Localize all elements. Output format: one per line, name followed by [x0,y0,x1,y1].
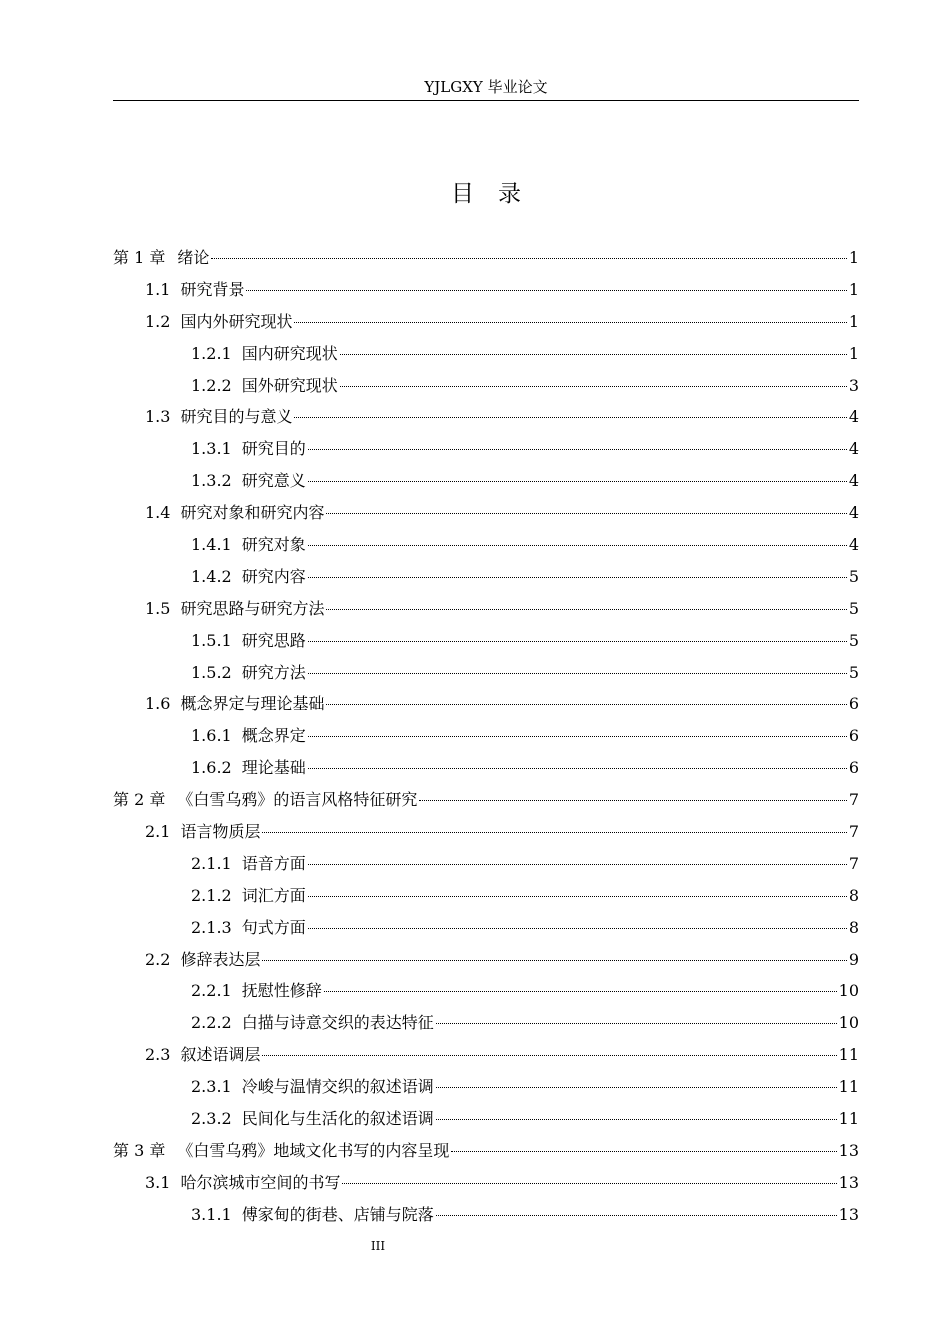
toc-entry[interactable] [113,306,859,338]
toc-entry-page: 5 [848,662,859,682]
toc-entry[interactable] [113,401,859,433]
dot-leader [324,983,837,992]
toc-entry-title: 研究思路与研究方法 [180,598,325,618]
dot-leader [211,250,846,259]
toc-entry[interactable] [113,975,859,1007]
toc-entry-title: 研究目的 [241,439,306,459]
toc-entry-page: 7 [848,790,859,810]
toc-entry-page: 8 [848,885,859,905]
toc-entry-page: 5 [848,598,859,618]
toc-entry-title: 绪论 [177,248,210,267]
dot-leader [308,665,847,674]
toc-entry-number: 第 3 章 [113,1140,166,1160]
toc-entry[interactable] [113,529,859,561]
dot-leader [308,760,847,769]
dot-leader [294,409,846,418]
toc-entry-page: 1 [848,279,859,299]
toc-entry-title: 词汇方面 [241,885,306,905]
toc-entry-page: 3 [848,375,859,395]
toc-entry-number: 1.3.1 [191,439,232,459]
toc-entry-title: 概念界定与理论基础 [180,694,325,714]
toc-entry-title: 句式方面 [241,917,306,937]
toc-entry-number: 1.3.2 [191,471,232,491]
dot-leader [308,728,847,737]
toc-entry-title: 语言物质层 [180,822,261,842]
toc-entry-number: 1.4.1 [191,535,232,555]
toc-entry[interactable] [113,752,859,784]
dot-leader [326,696,846,705]
dot-leader [340,346,847,355]
toc-entry-page: 7 [848,822,859,842]
toc-entry-page: 1 [848,311,859,331]
dot-leader [436,1015,837,1024]
dot-leader [246,282,846,291]
toc-entry[interactable] [113,593,859,625]
toc-entry-number: 2.3 [145,1045,171,1065]
toc-entry-page: 5 [848,566,859,586]
dot-leader [308,537,847,546]
toc-entry-title: 修辞表达层 [180,949,261,969]
toc-entry-title: 研究对象 [241,535,306,555]
dot-leader [262,824,846,833]
toc-entry-number: 2.1 [145,822,171,842]
toc-entry-number: 1.2.1 [191,343,232,363]
toc-entry[interactable] [113,1135,859,1167]
toc-entry[interactable] [113,497,859,529]
toc-entry-number: 3.1.1 [191,1204,232,1224]
table-of-contents [113,242,859,1231]
toc-entry-number: 1.1 [145,279,171,299]
toc-entry-page: 1 [848,248,859,267]
toc-entry-number: 1.6.1 [191,726,232,746]
toc-entry-number: 1.4 [145,503,171,523]
toc-entry-title: 研究对象和研究内容 [180,503,325,523]
toc-entry-title: 国内外研究现状 [180,311,293,331]
toc-entry-page: 4 [848,407,859,427]
toc-entry-number: 2.3.1 [191,1077,232,1097]
toc-entry-number: 第 2 章 [113,790,166,810]
dot-leader [436,1207,837,1216]
toc-entry-number: 1.3 [145,407,171,427]
toc-entry-title: 傅家甸的街巷、店铺与院落 [241,1204,434,1224]
toc-title: 目录 [451,181,545,207]
running-header: YJLGXY 毕业论文 [424,78,548,96]
toc-entry[interactable] [113,784,859,816]
toc-entry-number: 2.1.3 [191,917,232,937]
toc-entry-number: 2.2.2 [191,1013,232,1033]
dot-leader [308,569,847,578]
dot-leader [326,601,846,610]
toc-entry[interactable] [113,1039,859,1071]
toc-entry-number: 3.1 [145,1172,171,1192]
toc-entry[interactable] [113,242,859,274]
toc-entry-page: 11 [838,1077,859,1097]
toc-entry-title: 《白雪乌鸦》的语言风格特征研究 [177,790,418,810]
toc-entry-title: 语音方面 [241,853,306,873]
toc-entry-page: 13 [838,1204,859,1224]
dot-leader [308,633,847,642]
toc-entry[interactable] [113,1103,859,1135]
dot-leader [326,505,846,514]
toc-entry-page: 11 [838,1045,859,1065]
toc-entry-number: 1.6.2 [191,758,232,778]
toc-entry[interactable] [113,370,859,402]
toc-entry-title: 冷峻与温情交织的叙述语调 [241,1077,434,1097]
toc-entry[interactable] [113,912,859,944]
toc-entry-number: 2.1.1 [191,853,232,873]
dot-leader [340,378,847,387]
toc-entry-title: 研究思路 [241,630,306,650]
toc-entry-number: 2.1.2 [191,885,232,905]
toc-entry-page: 10 [838,981,859,1001]
toc-entry-title: 概念界定 [241,726,306,746]
dot-leader [294,314,846,323]
toc-entry[interactable] [113,1007,859,1039]
toc-entry[interactable] [113,720,859,752]
dot-leader [262,952,846,961]
toc-entry-title: 研究方法 [241,662,306,682]
toc-entry-page: 11 [838,1109,859,1129]
toc-entry-title: 理论基础 [241,758,306,778]
toc-entry[interactable] [113,848,859,880]
toc-entry-number: 1.2 [145,311,171,331]
toc-entry[interactable] [113,1071,859,1103]
toc-entry-page: 4 [848,471,859,491]
dot-leader [342,1175,836,1184]
toc-entry-title: 叙述语调层 [180,1045,261,1065]
toc-entry-page: 1 [848,343,859,363]
toc-entry[interactable] [113,880,859,912]
toc-entry-page: 4 [848,535,859,555]
toc-entry[interactable] [113,561,859,593]
toc-entry-title: 研究内容 [241,566,306,586]
toc-entry-title: 研究意义 [241,471,306,491]
toc-entry-title: 研究目的与意义 [180,407,293,427]
toc-entry-title: 白描与诗意交织的表达特征 [241,1013,434,1033]
toc-entry-number: 1.5.2 [191,662,232,682]
dot-leader [308,888,847,897]
header-divider [113,100,859,101]
dot-leader [436,1079,837,1088]
toc-entry[interactable] [113,625,859,657]
toc-entry-number: 1.5.1 [191,630,232,650]
toc-entry-page: 13 [838,1140,859,1160]
toc-entry[interactable] [113,816,859,848]
dot-leader [308,856,847,865]
dot-leader [436,1111,837,1120]
toc-entry-title: 国内研究现状 [241,343,338,363]
toc-entry[interactable] [113,433,859,465]
toc-entry-title: 民间化与生活化的叙述语调 [241,1109,434,1129]
toc-entry[interactable] [113,944,859,976]
dot-leader [262,1047,836,1056]
toc-entry-page: 4 [848,439,859,459]
toc-entry-page: 6 [848,694,859,714]
toc-entry-page: 6 [848,726,859,746]
dot-leader [451,1143,836,1152]
toc-entry-number: 2.2 [145,949,171,969]
dot-leader [308,473,847,482]
toc-entry-page: 8 [848,917,859,937]
toc-entry[interactable] [113,338,859,370]
toc-entry-number: 1.6 [145,694,171,714]
toc-entry-title: 国外研究现状 [241,375,338,395]
toc-entry[interactable] [113,1199,859,1231]
toc-entry[interactable] [113,465,859,497]
toc-entry-title: 抚慰性修辞 [241,981,322,1001]
toc-entry-number: 1.4.2 [191,566,232,586]
toc-entry-number: 2.2.1 [191,981,232,1001]
toc-entry-page: 7 [848,853,859,873]
toc-entry-page: 13 [838,1172,859,1192]
toc-entry-title: 哈尔滨城市空间的书写 [180,1172,341,1192]
toc-entry-page: 4 [848,503,859,523]
toc-entry-page: 10 [838,1013,859,1033]
toc-entry-number: 2.3.2 [191,1109,232,1129]
dot-leader [419,792,846,801]
toc-entry-page: 6 [848,758,859,778]
toc-entry-number: 1.5 [145,598,171,618]
toc-entry[interactable] [113,688,859,720]
toc-entry-page: 9 [848,949,859,969]
toc-entry-title: 研究背景 [180,279,245,299]
toc-entry[interactable] [113,1167,859,1199]
toc-entry-title: 《白雪乌鸦》地域文化书写的内容呈现 [177,1140,450,1160]
dot-leader [308,920,847,929]
page-number: III [370,1239,386,1253]
dot-leader [308,441,847,450]
toc-entry-number: 第 1 章 [113,248,166,267]
toc-entry-number: 1.2.2 [191,375,232,395]
toc-entry[interactable] [113,657,859,689]
toc-entry-page: 5 [848,630,859,650]
toc-entry[interactable] [113,274,859,306]
